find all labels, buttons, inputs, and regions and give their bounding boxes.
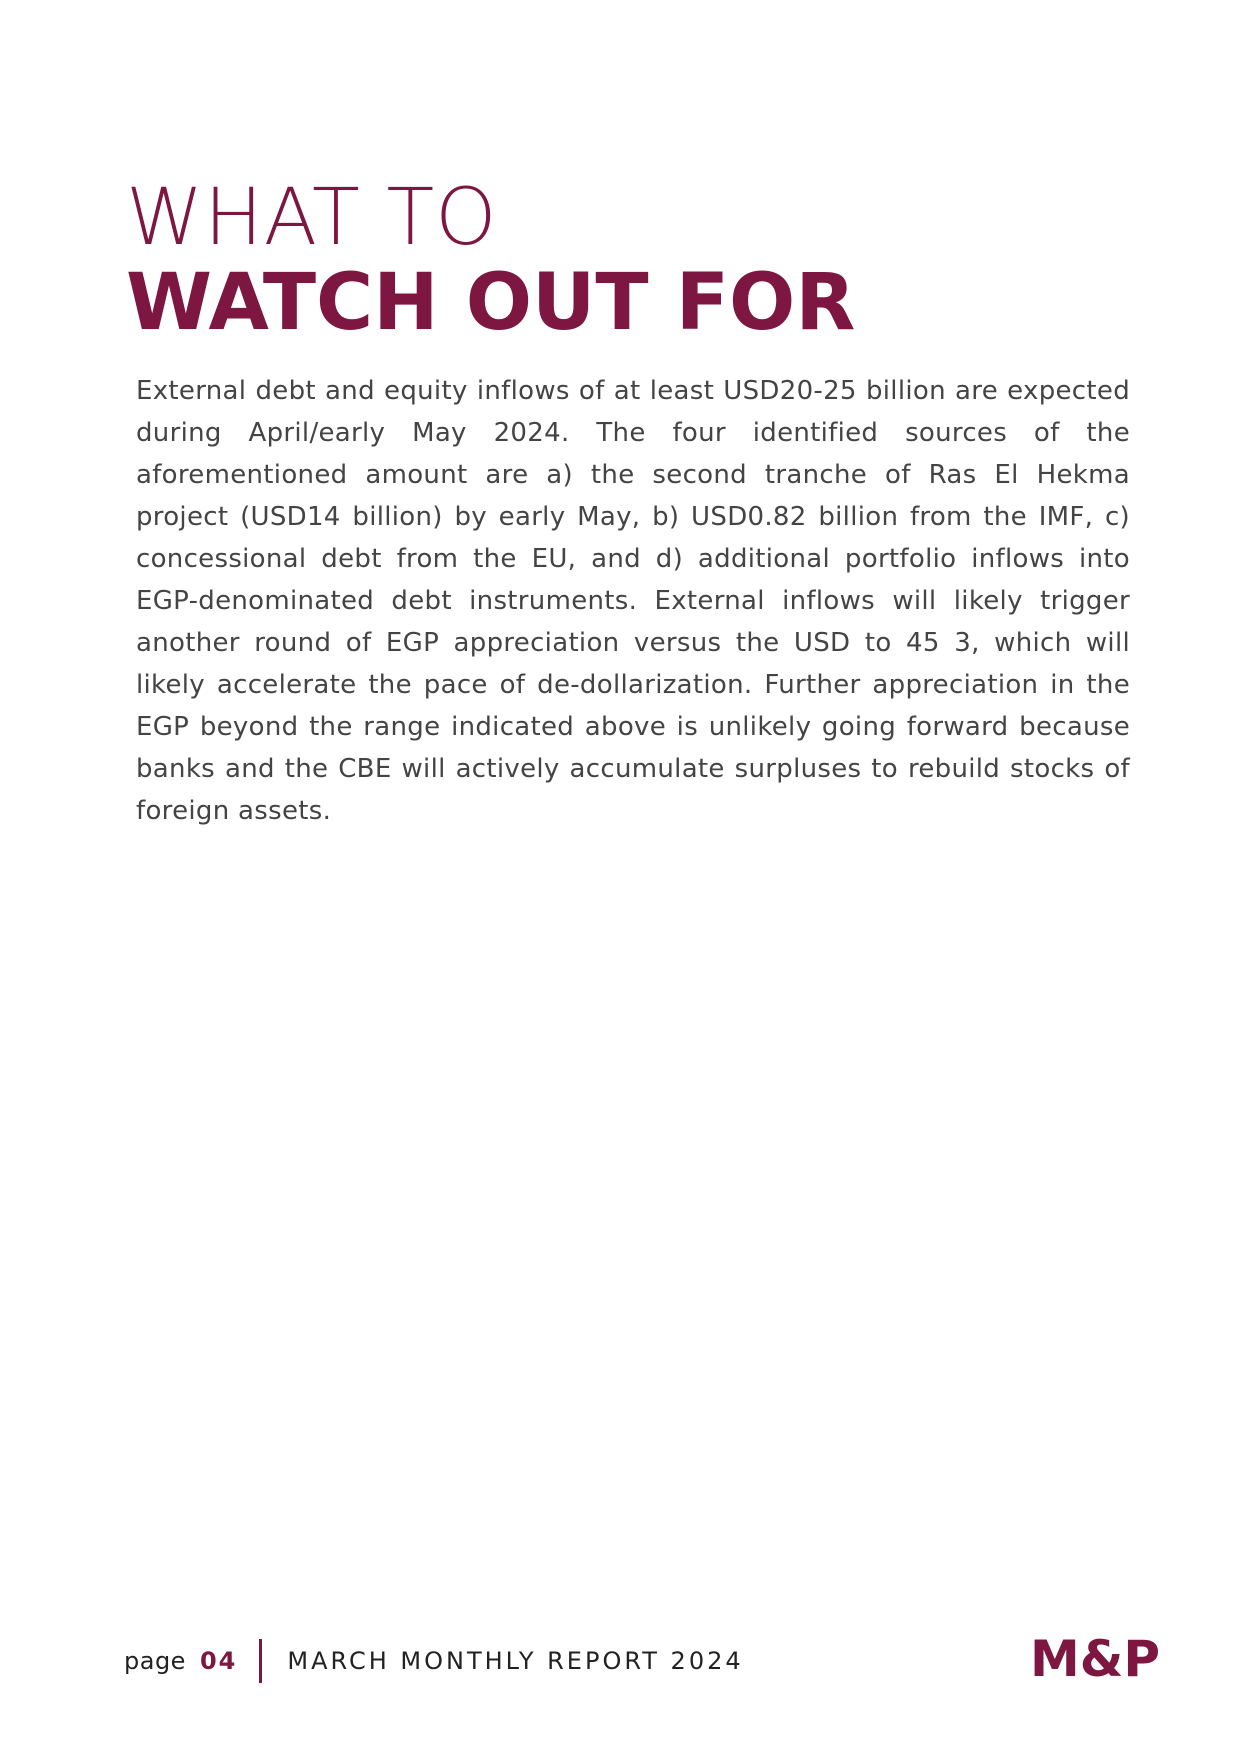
page-label: page [124, 1647, 186, 1675]
heading-line-2: WATCH OUT FOR [126, 258, 856, 348]
report-title: MARCH MONTHLY REPORT 2024 [287, 1647, 744, 1675]
mp-logo [1030, 1630, 1190, 1686]
footer-divider [259, 1639, 262, 1683]
page-footer [124, 1636, 744, 1686]
heading-line-1: WHAT TO [126, 173, 498, 263]
page-number: 04 [199, 1647, 238, 1675]
body-paragraph: External debt and equity inflows of at least USD20-25 billion are expected during April/early May 2024. The four identified sources of the aforementioned amount are a) the second tranche of Ras El Hekma project (USD14 billion) by early May, b) USD0.82 billion from the IMF, c) concessional debt from the EU, and d) additional portfolio inflows into EGP-denominated debt instruments. External inflows will likely trigger another round of EGP appreciation versus the USD to 45 3, which will likely accelerate the pace of de-dollarization. Further appreciation in the EGP beyond the range indicated above is unlikely going forward because banks and the CBE will actively accumulate surpluses to rebuild stocks of foreign assets. [136, 376, 1130, 826]
logo-text: M&P [1030, 1630, 1161, 1686]
section-heading [126, 173, 856, 348]
